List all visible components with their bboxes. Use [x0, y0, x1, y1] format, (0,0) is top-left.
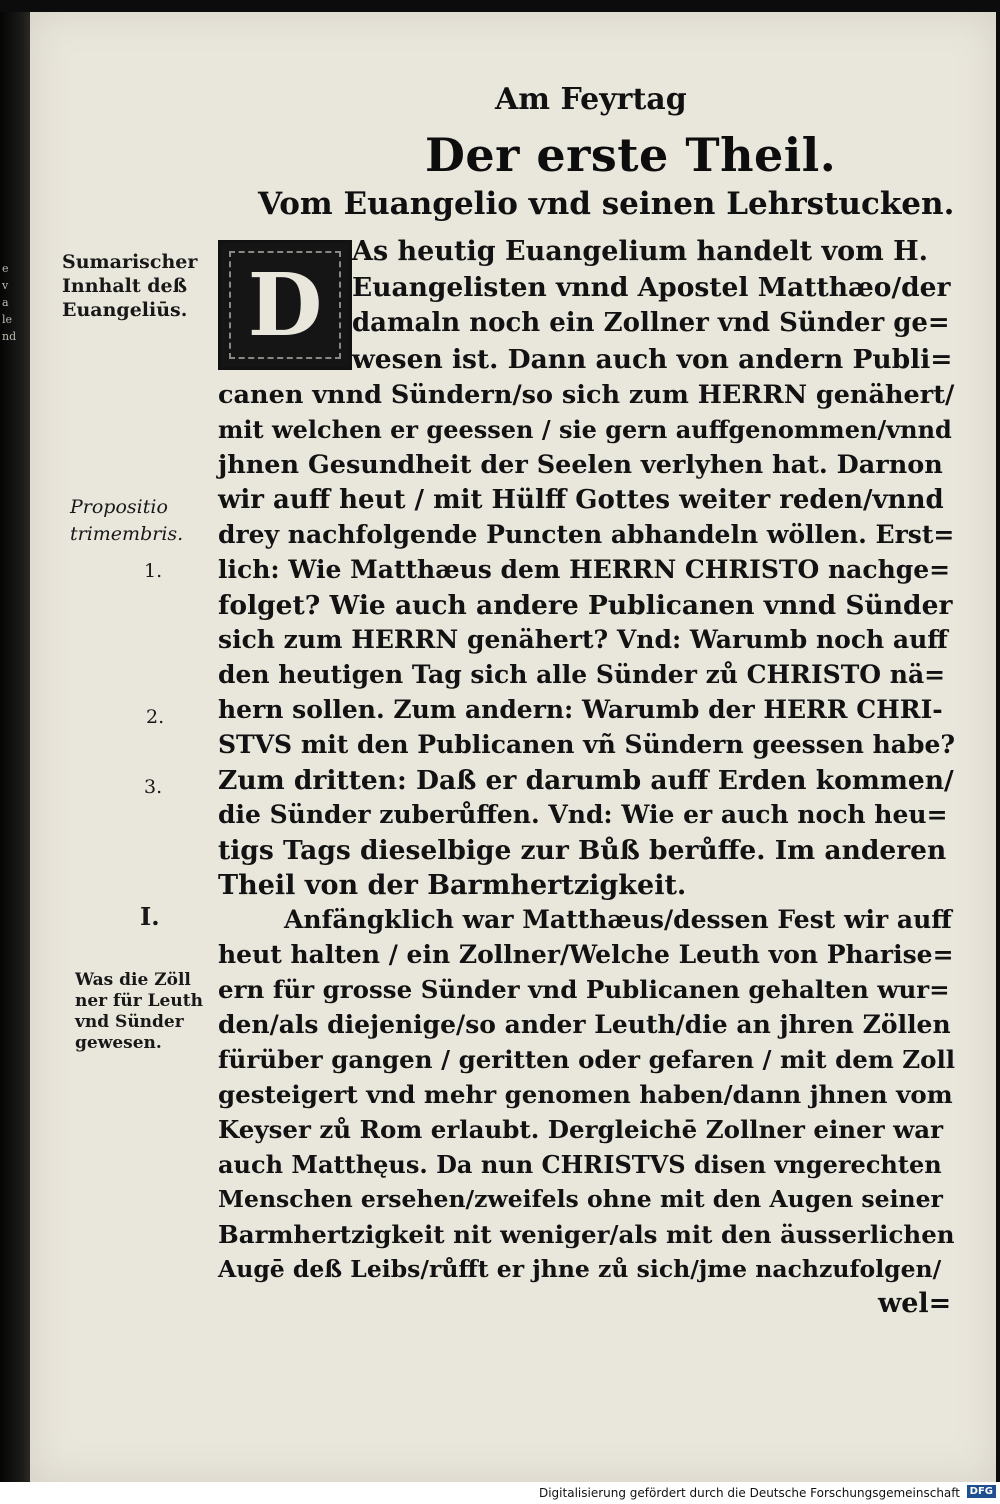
margin-note-line: gewesen. — [75, 1033, 162, 1053]
body-line: Theil von der Barmhertzigkeit. — [218, 870, 687, 901]
page-title: Der erste Theil. — [425, 128, 837, 182]
body-line: damaln noch ein Zollner vnd Sünder ge= — [352, 308, 950, 338]
body-line: jhnen Gesundheit der Seelen verlyhen hat. Darnon — [218, 450, 943, 480]
body-line: Anfängklich war Matthæus/dessen Fest wir auff — [284, 905, 952, 934]
body-line: den heutigen Tag sich alle Sünder zů CHRISTO nä= — [218, 660, 946, 689]
body-line: drey nachfolgende Puncten abhandeln wöllen. Erst= — [218, 520, 955, 549]
body-line: ern für grosse Sünder vnd Publicanen gehalten wur= — [218, 975, 950, 1004]
body-line: tigs Tags dieselbige zur Bůß berůffe. Im anderen — [218, 835, 947, 866]
body-line: die Sünder zuberůffen. Vnd: Wie er auch noch heu= — [218, 800, 948, 829]
body-line: den/als diejenige/so ander Leuth/die an jhren Zöllen — [218, 1010, 951, 1039]
body-line: Euangelisten vnnd Apostel Matthæo/der — [352, 272, 951, 303]
margin-note-line: Sumarischer — [62, 251, 198, 273]
body-line: mit welchen er geessen / sie gern auffgenommen/vnnd — [218, 415, 952, 444]
edge-mark: le — [2, 313, 13, 326]
catchword: wel= — [878, 1288, 952, 1319]
page-subtitle: Vom Euangelio vnd seinen Lehrstucken. — [258, 186, 955, 222]
digitization-footer — [0, 1482, 1000, 1504]
body-line: wir auff heut / mit Hülff Gottes weiter reden/vnnd — [218, 485, 944, 515]
body-line: auch Matthęus. Da nun CHRISTVS disen vngerechten — [218, 1150, 942, 1179]
margin-number-1: 1. — [144, 560, 163, 582]
margin-note-line: Euangeliūs. — [62, 299, 188, 321]
body-line: canen vnnd Sündern/so sich zum HERRN genähert/ — [218, 380, 955, 410]
left-page-edge — [0, 12, 30, 1482]
body-line: sich zum HERRN genähert? Vnd: Warumb noch auff — [218, 625, 948, 654]
body-line: lich: Wie Matthæus dem HERRN CHRISTO nachge= — [218, 555, 951, 584]
margin-note-line: Was die Zöll — [75, 970, 191, 990]
body-line: wesen ist. Dann auch von andern Publi= — [352, 344, 953, 375]
running-head: Am Feyrtag — [495, 82, 687, 117]
margin-note-summary — [62, 250, 197, 322]
body-line: hern sollen. Zum andern: Warumb der HERR CHRI- — [218, 695, 943, 724]
margin-roman-1: I. — [140, 902, 160, 931]
body-line: Augē deß Leibs/růfft er jhne zů sich/jme nachzufolgen/ — [218, 1255, 942, 1283]
adjacent-page-fragment — [2, 260, 28, 345]
margin-note-line: vnd Sünder — [75, 1012, 184, 1032]
body-line: heut halten / ein Zollner/Welche Leuth von Pharise= — [218, 940, 954, 969]
margin-note-line: ner für Leuth — [75, 991, 203, 1011]
body-line: Barmhertzigkeit nit weniger/als mit den äusserlichen — [218, 1220, 955, 1249]
body-line: folget? Wie auch andere Publicanen vnnd Sünder — [218, 590, 953, 621]
margin-note-propositio — [70, 494, 183, 548]
body-line: Menschen ersehen/zweifels ohne mit den Augen seiner — [218, 1185, 943, 1213]
margin-note-line: trimembris. — [70, 523, 184, 545]
body-line: Keyser zů Rom erlaubt. Dergleichē Zollner einer war — [218, 1115, 944, 1144]
body-line: gesteigert vnd mehr genomen haben/dann jhnen vom — [218, 1080, 953, 1109]
body-line: Zum dritten: Daß er darumb auff Erden kommen/ — [218, 765, 954, 796]
edge-mark: e — [2, 262, 9, 275]
margin-number-2: 2. — [146, 706, 165, 728]
margin-note-line: Propositio — [70, 496, 168, 518]
decorated-initial: D — [218, 240, 352, 370]
edge-mark: nd — [2, 330, 17, 343]
body-line: fürüber gangen / geritten oder gefaren / mit dem Zoll — [218, 1045, 956, 1074]
edge-mark: a — [2, 296, 9, 309]
body-line: As heutig Euangelium handelt vom H. — [352, 236, 929, 267]
margin-note-line: Innhalt deß — [62, 275, 188, 297]
margin-note-zoellner — [75, 970, 203, 1054]
footer-credit: Digitalisierung gefördert durch die Deutsche Forschungsgemeinschaft — [538, 1486, 960, 1500]
margin-number-3: 3. — [144, 776, 163, 798]
body-line: STVS mit den Publicanen vñ Sündern geessen habe? — [218, 730, 955, 759]
edge-mark: v — [2, 279, 9, 292]
dfg-logo: DFG — [967, 1485, 996, 1498]
